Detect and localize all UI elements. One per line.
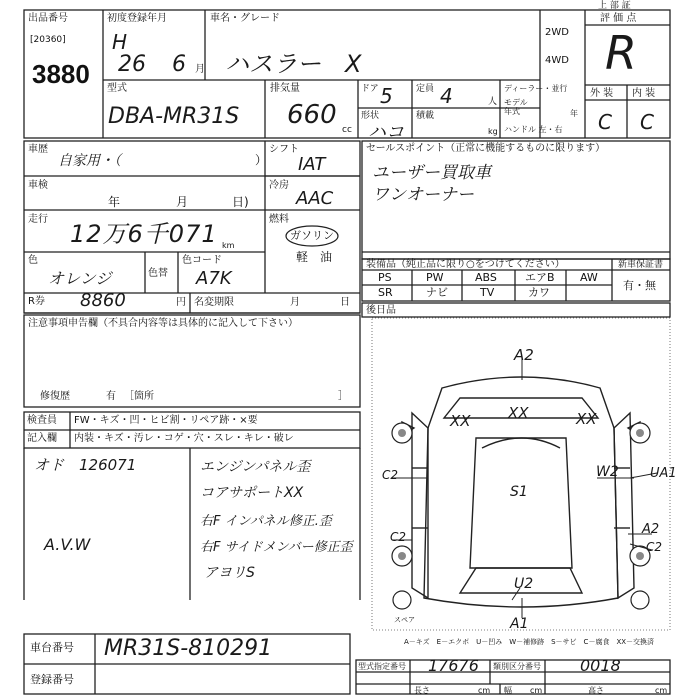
color-value: オレンジ bbox=[48, 269, 112, 288]
mark-w2: W2 bbox=[596, 464, 619, 480]
repair-label: 修復歴 bbox=[40, 391, 70, 402]
category-label: 類別区分番号 bbox=[493, 662, 541, 671]
shape-label: 形状 bbox=[361, 111, 380, 121]
width-unit: cm bbox=[530, 686, 543, 695]
usage-close: ） bbox=[255, 153, 268, 167]
chassis-value: MR31S-810291 bbox=[104, 636, 273, 661]
repair-place: ［箇所 bbox=[124, 391, 154, 402]
inspection-month: 月 bbox=[176, 195, 189, 209]
capacity-unit: 人 bbox=[488, 97, 498, 107]
mark-u2: U2 bbox=[514, 576, 534, 592]
inspector-row-2: 内装・キズ・汚レ・コゲ・穴・スレ・キレ・破レ bbox=[74, 433, 294, 444]
equip-leather: カワ bbox=[528, 286, 550, 299]
inspection-year: 年 bbox=[108, 195, 121, 209]
sales-points-line2: ワンオーナー bbox=[372, 185, 474, 205]
recycle-label: R券 bbox=[28, 296, 45, 307]
repair-close: ］ bbox=[338, 391, 348, 402]
color-tone-label: 色替 bbox=[148, 268, 168, 279]
fuel-label: 燃料 bbox=[269, 214, 289, 225]
color-code: A7K bbox=[196, 268, 232, 289]
color-code-label: 色コード bbox=[182, 255, 222, 266]
rating-ext: C bbox=[598, 110, 612, 134]
width-label: 幅 bbox=[504, 686, 512, 695]
fuel-alt: 軽 油 bbox=[296, 250, 333, 264]
name-limit-label: 名変期限 bbox=[194, 297, 234, 308]
shape-value: ハコ bbox=[368, 122, 404, 143]
usage-value: 自家用・（ bbox=[58, 153, 121, 169]
fuel-circle bbox=[284, 224, 340, 248]
name-limit-month: 月 bbox=[290, 297, 300, 308]
inspection-label: 車検 bbox=[28, 180, 48, 191]
drive-2wd: 2WD bbox=[545, 27, 569, 38]
inspector-note-2: コアサポートXX bbox=[200, 485, 304, 501]
mark-c2-left-lower: C2 bbox=[390, 530, 407, 544]
equip-pw: PW bbox=[426, 271, 444, 284]
warranty-value: 有・無 bbox=[623, 279, 656, 292]
mileage-unit: km bbox=[222, 241, 235, 250]
car-name-label: 車名・グレード bbox=[210, 13, 280, 24]
designation-label: 型式指定番号 bbox=[358, 662, 406, 671]
displacement-unit: cc bbox=[342, 125, 352, 135]
later-docs-label: 後日品 bbox=[366, 305, 396, 316]
warranty-label: 新車保証書 bbox=[618, 260, 664, 270]
height-unit: cm bbox=[655, 686, 668, 695]
rating-int: C bbox=[640, 110, 654, 134]
inspector-note-odo: オド 126071 bbox=[34, 456, 137, 474]
inspector-note-5: アヨリS bbox=[204, 565, 255, 581]
sales-points-label: セールスポイント（正常に機能するものに限ります） bbox=[366, 143, 606, 154]
drive-4wd: 4WD bbox=[545, 55, 569, 66]
inspector-note-avw: A.V.W bbox=[44, 535, 91, 554]
shift-value: IAT bbox=[298, 154, 326, 175]
equip-airbag: エアB bbox=[525, 271, 555, 284]
registration-label: 初度登録年月 bbox=[107, 13, 167, 24]
lot-sub: [20360] bbox=[30, 35, 66, 45]
mark-xx-center: XX bbox=[508, 404, 529, 422]
inspector-row-1: FW・キズ・凹・ヒビ割・リペア跡・×要 bbox=[74, 415, 258, 426]
capacity-label: 定員 bbox=[416, 84, 435, 94]
color-label: 色 bbox=[28, 255, 38, 266]
equip-ps: PS bbox=[378, 271, 392, 284]
load-unit: kg bbox=[488, 127, 498, 136]
aircon-value: AAC bbox=[296, 188, 334, 209]
registration-month-unit: 月 bbox=[195, 64, 205, 75]
equipment-label: 装備品（純正品に限り○をつけてください） bbox=[366, 259, 565, 270]
repair-has: 有 bbox=[106, 391, 116, 402]
model-label: 型式 bbox=[107, 83, 127, 94]
category-value: 0018 bbox=[580, 656, 621, 675]
doors-value: 5 bbox=[380, 84, 393, 108]
lot-label: 出品番号 bbox=[28, 13, 68, 24]
chassis-label: 車台番号 bbox=[30, 641, 74, 654]
fuel-value: ガソリン bbox=[290, 229, 334, 242]
rating-label: 評 価 点 bbox=[600, 13, 637, 24]
displacement-label: 排気量 bbox=[270, 83, 300, 94]
handle-label: ハンドル 左・右 bbox=[504, 125, 563, 134]
rating-int-label: 内 装 bbox=[632, 88, 656, 99]
mileage-label: 走行 bbox=[28, 214, 48, 225]
mark-a1: A1 bbox=[510, 616, 529, 632]
lot-number: 3880 bbox=[32, 59, 90, 89]
inspector-label-2: 記入欄 bbox=[27, 433, 57, 444]
registration-year: 26 bbox=[118, 52, 146, 77]
capacity-value: 4 bbox=[440, 84, 453, 108]
reg-number-label: 登録番号 bbox=[30, 673, 74, 686]
height-label: 高さ bbox=[588, 686, 604, 695]
registration-era: H bbox=[112, 30, 128, 54]
car-name-value: ハスラー X bbox=[225, 50, 362, 78]
mileage-value: 12万6千071 bbox=[70, 220, 218, 248]
mark-c2-right: C2 bbox=[646, 540, 663, 554]
mark-a2-right: A2 bbox=[642, 522, 660, 537]
shift-label: シフト bbox=[269, 144, 299, 155]
recycle-unit: 円 bbox=[176, 297, 186, 308]
inspector-note-3: 右F インパネル修正.歪 bbox=[200, 514, 332, 529]
mark-c2-left: C2 bbox=[382, 468, 399, 482]
rating-value: R bbox=[605, 26, 637, 80]
inspector-note-1: エンジンパネル歪 bbox=[200, 459, 311, 475]
equip-sr: SR bbox=[378, 286, 393, 299]
mark-xx-right: XX bbox=[576, 410, 597, 428]
name-limit-day: 日 bbox=[340, 297, 350, 308]
equip-navi: ナビ bbox=[426, 286, 448, 299]
load-label: 積載 bbox=[416, 111, 435, 121]
mark-s1: S1 bbox=[510, 484, 528, 500]
sales-points-line1: ユーザー買取車 bbox=[372, 163, 491, 183]
usage-label: 車歴 bbox=[28, 144, 48, 155]
designation-value: 17676 bbox=[428, 656, 479, 675]
registration-month: 6 bbox=[172, 52, 186, 77]
length-label: 長さ bbox=[414, 686, 430, 695]
equip-abs: ABS bbox=[475, 271, 497, 284]
top-stamp: 上 部 証 bbox=[598, 1, 631, 11]
model-year-unit: 年 bbox=[570, 109, 578, 118]
displacement-value: 660 bbox=[287, 100, 337, 130]
model-value: DBA-MR31S bbox=[108, 104, 240, 129]
notes-label: 注意事項申告欄（不具合内容等は具体的に記入して下さい） bbox=[28, 318, 298, 329]
spare-label: スペア bbox=[394, 616, 415, 624]
rating-ext-label: 外 装 bbox=[590, 88, 614, 99]
inspection-day: 日) bbox=[232, 195, 249, 209]
doors-label: ドア bbox=[361, 84, 379, 94]
inspector-note-4: 右F サイドメンバー修正歪 bbox=[200, 540, 353, 555]
equip-tv: TV bbox=[480, 286, 495, 299]
equip-aw: AW bbox=[580, 271, 598, 284]
mark-ua1: UA1 bbox=[650, 466, 677, 481]
mark-xx-left: XX bbox=[450, 412, 471, 430]
model-year-label: モデル年式 bbox=[504, 98, 528, 116]
damage-legend: A－キズ E－エクボ U－凹み W－補修跡 S－サビ C－腐食 XX－交換済 bbox=[404, 638, 655, 646]
mark-a2-top: A2 bbox=[514, 346, 534, 364]
length-unit: cm bbox=[478, 686, 491, 695]
inspector-label-1: 検査員 bbox=[27, 415, 57, 426]
dealer-label: ディーラー・並行 bbox=[504, 84, 568, 93]
recycle-value: 8860 bbox=[80, 290, 126, 311]
aircon-label: 冷房 bbox=[269, 180, 289, 191]
